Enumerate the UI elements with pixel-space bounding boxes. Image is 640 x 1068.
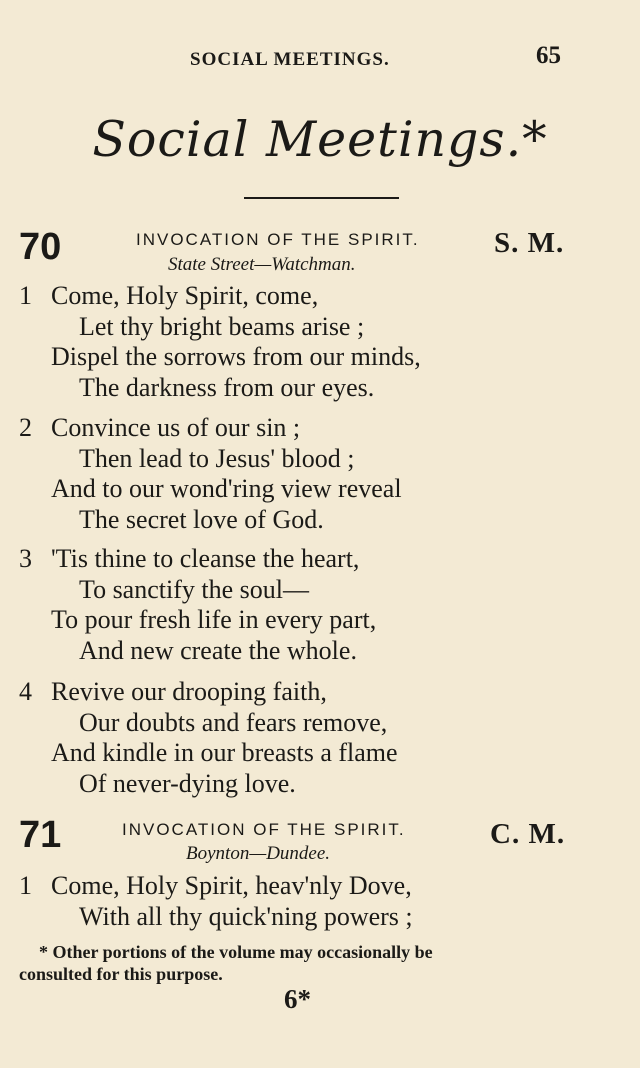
verse-number: 2 bbox=[19, 413, 32, 442]
verse-line: The secret love of God. bbox=[79, 504, 324, 534]
hymn-heading: INVOCATION OF THE SPIRIT. bbox=[136, 230, 420, 249]
hymn-number: 70 bbox=[19, 226, 62, 268]
verse bbox=[19, 677, 398, 799]
signature-mark: 6* bbox=[284, 984, 311, 1014]
verse-line: Revive our drooping faith, bbox=[51, 677, 327, 706]
verse-line: And to our wond'ring view reveal bbox=[51, 474, 402, 503]
verse-line: Of never-dying love. bbox=[79, 768, 296, 798]
running-head: SOCIAL MEETINGS. bbox=[190, 49, 390, 70]
verse-line: Let thy bright beams arise ; bbox=[79, 311, 365, 341]
title-divider bbox=[244, 197, 399, 199]
verse-line: Convince us of our sin ; bbox=[51, 413, 301, 442]
section-title: Social Meetings.* bbox=[92, 111, 548, 168]
verse-line: To sanctify the soul— bbox=[79, 574, 309, 604]
verse-line: With all thy quick'ning powers ; bbox=[79, 901, 413, 931]
verse-line: To pour fresh life in every part, bbox=[51, 605, 377, 634]
verse-number: 3 bbox=[19, 544, 32, 573]
hymn-tunes: Boynton—Dundee. bbox=[186, 843, 331, 864]
footnote bbox=[19, 941, 579, 985]
verse-number: 1 bbox=[19, 281, 32, 310]
verse-line: And new create the whole. bbox=[79, 635, 357, 665]
hymn-tunes: State Street—Watchman. bbox=[168, 254, 356, 275]
verse bbox=[19, 544, 376, 666]
verse-line: Then lead to Jesus' blood ; bbox=[79, 443, 355, 473]
verse-line: 'Tis thine to cleanse the heart, bbox=[51, 544, 360, 573]
verse-line: Our doubts and fears remove, bbox=[79, 707, 388, 737]
hymn-number: 71 bbox=[19, 814, 62, 856]
verse-line: Dispel the sorrows from our minds, bbox=[51, 342, 421, 371]
hymn-heading: INVOCATION OF THE SPIRIT. bbox=[122, 820, 406, 839]
footnote-line: * Other portions of the volume may occasionally be bbox=[39, 942, 433, 962]
page-number: 65 bbox=[536, 42, 561, 69]
verse bbox=[19, 281, 421, 403]
verse-number: 4 bbox=[19, 677, 32, 706]
verse bbox=[19, 871, 413, 932]
verse-line: Come, Holy Spirit, come, bbox=[51, 281, 319, 310]
footnote-line: consulted for this purpose. bbox=[19, 964, 223, 984]
verse-line: And kindle in our breasts a flame bbox=[51, 738, 398, 767]
verse-number: 1 bbox=[19, 871, 32, 900]
verse bbox=[19, 413, 402, 535]
verse-line: Come, Holy Spirit, heav'nly Dove, bbox=[51, 871, 412, 900]
verse-line: The darkness from our eyes. bbox=[79, 372, 375, 402]
hymn-meter: C. M. bbox=[490, 818, 566, 850]
hymn-meter: S. M. bbox=[494, 227, 565, 259]
